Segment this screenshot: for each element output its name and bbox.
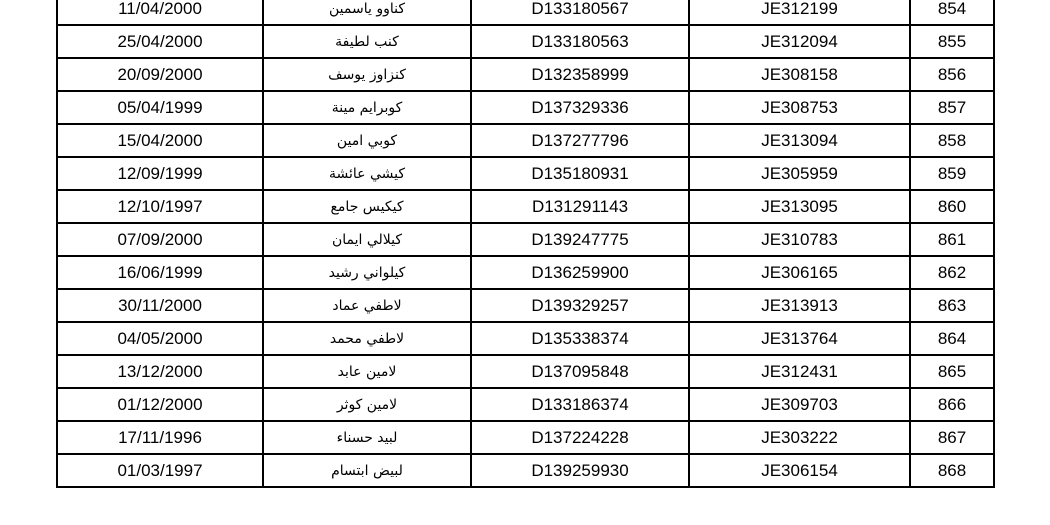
row-number-cell: 857 xyxy=(910,91,994,124)
je-code-cell: JE313913 xyxy=(689,289,910,322)
d-code-cell: D132358999 xyxy=(471,58,689,91)
table-row xyxy=(57,91,994,124)
birth-date-cell: 11/04/2000 xyxy=(57,0,263,25)
je-code-cell: JE312199 xyxy=(689,0,910,25)
je-code-cell: JE309703 xyxy=(689,388,910,421)
full-name-cell: كناوو ياسمين xyxy=(263,0,471,25)
d-code-cell: D139259930 xyxy=(471,454,689,487)
table-row xyxy=(57,388,994,421)
d-code-cell: D133180563 xyxy=(471,25,689,58)
d-code-cell: D139329257 xyxy=(471,289,689,322)
row-number-cell: 858 xyxy=(910,124,994,157)
full-name-cell: كيلالي ايمان xyxy=(263,223,471,256)
table-row xyxy=(57,124,994,157)
row-number-cell: 855 xyxy=(910,25,994,58)
d-code-cell: D137329336 xyxy=(471,91,689,124)
d-code-cell: D131291143 xyxy=(471,190,689,223)
je-code-cell: JE312431 xyxy=(689,355,910,388)
full-name-cell: كنزاوز يوسف xyxy=(263,58,471,91)
full-name-cell: كوبرايم مينة xyxy=(263,91,471,124)
d-code-cell: D135180931 xyxy=(471,157,689,190)
d-code-cell: D137224228 xyxy=(471,421,689,454)
table-row xyxy=(57,454,994,487)
full-name-cell: كنب لطيفة xyxy=(263,25,471,58)
full-name-cell: كيشي عائشة xyxy=(263,157,471,190)
row-number-cell: 862 xyxy=(910,256,994,289)
row-number-cell: 867 xyxy=(910,421,994,454)
full-name-cell: كيكيس جامع xyxy=(263,190,471,223)
birth-date-cell: 13/12/2000 xyxy=(57,355,263,388)
birth-date-cell: 25/04/2000 xyxy=(57,25,263,58)
row-number-cell: 865 xyxy=(910,355,994,388)
d-code-cell: D133180567 xyxy=(471,0,689,25)
full-name-cell: لاطفي عماد xyxy=(263,289,471,322)
d-code-cell: D133186374 xyxy=(471,388,689,421)
je-code-cell: JE313095 xyxy=(689,190,910,223)
je-code-cell: JE308753 xyxy=(689,91,910,124)
je-code-cell: JE310783 xyxy=(689,223,910,256)
birth-date-cell: 01/03/1997 xyxy=(57,454,263,487)
table-row xyxy=(57,223,994,256)
birth-date-cell: 07/09/2000 xyxy=(57,223,263,256)
full-name-cell: لبيد حسناء xyxy=(263,421,471,454)
table-row xyxy=(57,190,994,223)
table-row xyxy=(57,421,994,454)
full-name-cell: لبيض ابتسام xyxy=(263,454,471,487)
students-table xyxy=(56,0,995,488)
table-row xyxy=(57,322,994,355)
full-name-cell: لامين عابد xyxy=(263,355,471,388)
row-number-cell: 868 xyxy=(910,454,994,487)
birth-date-cell: 17/11/1996 xyxy=(57,421,263,454)
table-row xyxy=(57,256,994,289)
full-name-cell: كيلواني رشيد xyxy=(263,256,471,289)
je-code-cell: JE306165 xyxy=(689,256,910,289)
birth-date-cell: 30/11/2000 xyxy=(57,289,263,322)
birth-date-cell: 05/04/1999 xyxy=(57,91,263,124)
row-number-cell: 859 xyxy=(910,157,994,190)
birth-date-cell: 04/05/2000 xyxy=(57,322,263,355)
row-number-cell: 860 xyxy=(910,190,994,223)
je-code-cell: JE313094 xyxy=(689,124,910,157)
d-code-cell: D135338374 xyxy=(471,322,689,355)
table-row xyxy=(57,355,994,388)
birth-date-cell: 12/10/1997 xyxy=(57,190,263,223)
d-code-cell: D137095848 xyxy=(471,355,689,388)
full-name-cell: لاطفي محمد xyxy=(263,322,471,355)
full-name-cell: كوبي امين xyxy=(263,124,471,157)
je-code-cell: JE312094 xyxy=(689,25,910,58)
je-code-cell: JE303222 xyxy=(689,421,910,454)
birth-date-cell: 20/09/2000 xyxy=(57,58,263,91)
d-code-cell: D136259900 xyxy=(471,256,689,289)
row-number-cell: 861 xyxy=(910,223,994,256)
row-number-cell: 854 xyxy=(910,0,994,25)
row-number-cell: 864 xyxy=(910,322,994,355)
je-code-cell: JE305959 xyxy=(689,157,910,190)
table-row xyxy=(57,157,994,190)
d-code-cell: D139247775 xyxy=(471,223,689,256)
je-code-cell: JE313764 xyxy=(689,322,910,355)
birth-date-cell: 12/09/1999 xyxy=(57,157,263,190)
table-row xyxy=(57,25,994,58)
row-number-cell: 866 xyxy=(910,388,994,421)
table-row xyxy=(57,0,994,25)
table-row xyxy=(57,289,994,322)
row-number-cell: 863 xyxy=(910,289,994,322)
birth-date-cell: 15/04/2000 xyxy=(57,124,263,157)
je-code-cell: JE306154 xyxy=(689,454,910,487)
row-number-cell: 856 xyxy=(910,58,994,91)
full-name-cell: لامين كوثر xyxy=(263,388,471,421)
table-row xyxy=(57,58,994,91)
d-code-cell: D137277796 xyxy=(471,124,689,157)
birth-date-cell: 01/12/2000 xyxy=(57,388,263,421)
je-code-cell: JE308158 xyxy=(689,58,910,91)
birth-date-cell: 16/06/1999 xyxy=(57,256,263,289)
table-body xyxy=(57,0,994,487)
